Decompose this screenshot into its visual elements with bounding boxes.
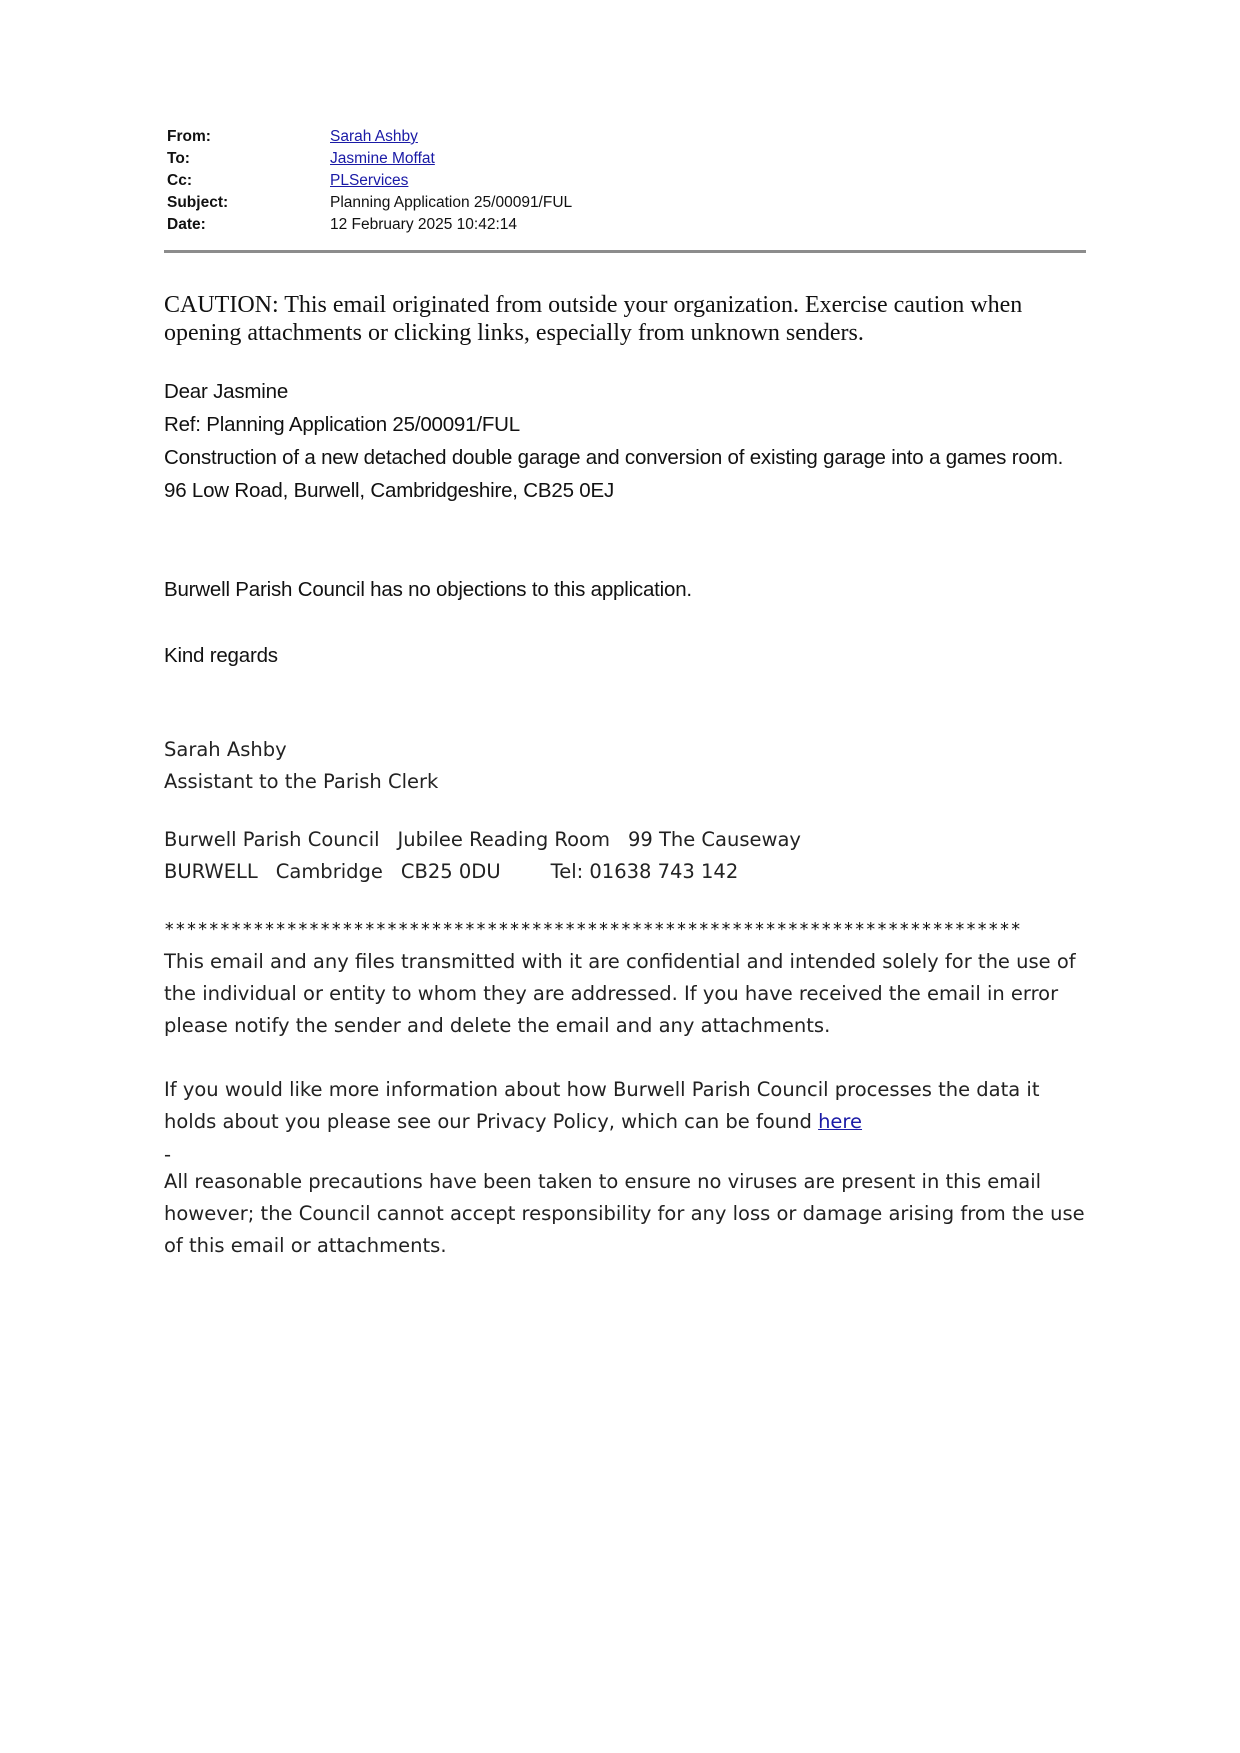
signature-address [164, 824, 1086, 888]
to-link[interactable]: Jasmine Moffat [330, 150, 435, 167]
date-label: Date: [167, 216, 206, 233]
cc-label: Cc: [167, 172, 192, 189]
subject-label: Subject: [167, 194, 229, 211]
email-header [164, 126, 1086, 253]
building-name: Jubilee Reading Room [397, 828, 610, 851]
signature-role: Assistant to the Parish Clerk [164, 770, 439, 793]
header-cc-row [164, 170, 1086, 192]
closing: Kind regards [164, 644, 278, 667]
street: 99 The Causeway [627, 828, 801, 851]
telephone: Tel: 01638 743 142 [550, 860, 739, 883]
county: Cambridge [275, 860, 383, 883]
reference-line: Ref: Planning Application 25/00091/FUL [164, 413, 520, 436]
address-line-1 [164, 824, 1086, 856]
header-date-row [164, 214, 1086, 236]
privacy-text: If you would like more information about how Burwell Parish Council processes the data it holds about you please see our Privacy Policy, which can be found [164, 1078, 1040, 1133]
cc-link[interactable]: PLServices [330, 172, 409, 189]
signature-block [164, 734, 1086, 888]
header-from-row [164, 126, 1086, 148]
from-label: From: [167, 128, 211, 145]
privacy-notice [164, 1074, 1086, 1138]
council-statement: Burwell Parish Council has no objections to this application. [164, 578, 692, 601]
address-line-2 [164, 856, 1086, 888]
email-body [164, 375, 1086, 672]
privacy-policy-link[interactable]: here [818, 1110, 863, 1133]
org-name: Burwell Parish Council [164, 828, 380, 851]
email-page [164, 126, 1086, 1262]
date-value: 12 February 2025 10:42:14 [330, 216, 517, 233]
disclaimer-block [164, 946, 1086, 1262]
postcode: CB25 0DU [400, 860, 501, 883]
header-to-row [164, 148, 1086, 170]
virus-notice: All reasonable precautions have been taken to ensure no viruses are present in this email however; the Council cannot accept responsibility for any loss or damage arising from the use of this email or attachments. [164, 1170, 1085, 1257]
application-description: Construction of a new detached double garage and conversion of existing garage into a games room. [164, 446, 1064, 469]
caution-banner: CAUTION: This email originated from outside your organization. Exercise caution when opening attachments or clicking links, especially from unknown senders. [164, 292, 1023, 346]
subject-value: Planning Application 25/00091/FUL [330, 194, 573, 211]
confidentiality-notice: This email and any files transmitted with it are confidential and intended solely for the use of the individual or entity to whom they are addressed. If you have received the email in error please notify the sender and delete the email and any attachments. [164, 950, 1076, 1037]
separator-stars: ***************************************************************************** [164, 920, 1022, 940]
from-link[interactable]: Sarah Ashby [330, 128, 418, 145]
to-label: To: [167, 150, 190, 167]
header-subject-row [164, 192, 1086, 214]
greeting: Dear Jasmine [164, 380, 289, 403]
signature-name: Sarah Ashby [164, 738, 287, 761]
town: BURWELL [164, 860, 258, 883]
site-address: 96 Low Road, Burwell, Cambridgeshire, CB25 0EJ [164, 479, 614, 502]
dash-separator: - [164, 1143, 172, 1166]
